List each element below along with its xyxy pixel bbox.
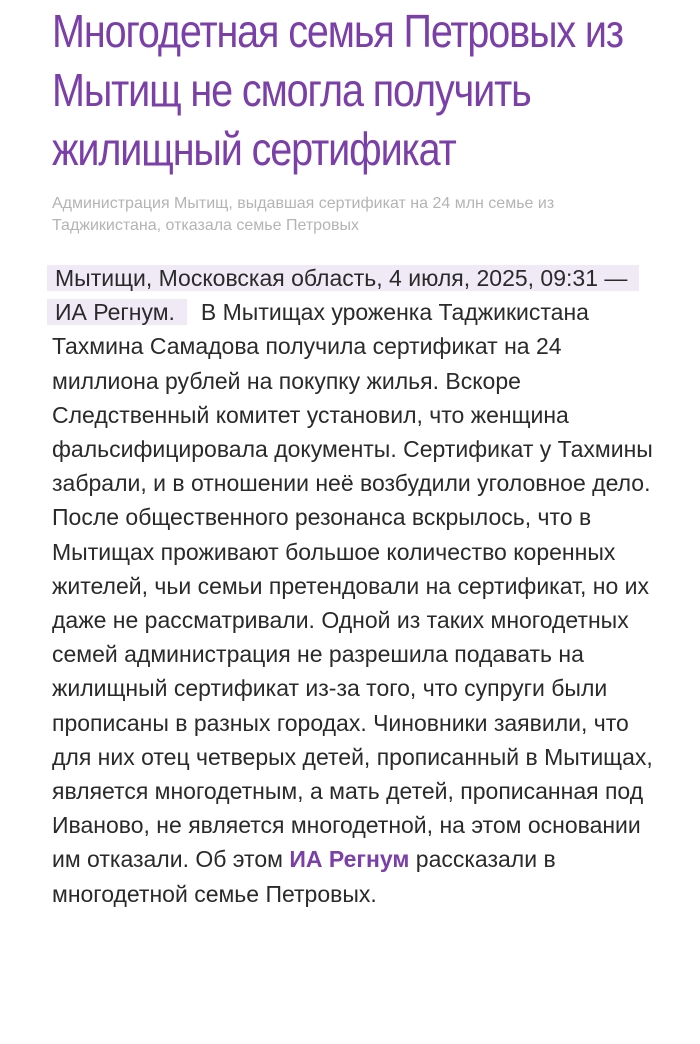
article-dateline: Мытищи, Московская область, 4 июля, 2025, 09:31 — ИА Регнум. <box>47 265 639 325</box>
article <box>52 0 682 911</box>
article-headline: Многодетная семья Петровых из Мытищ не смогла получить жилищный сертификат <box>52 5 623 175</box>
article-body <box>52 261 662 911</box>
article-body-text: В Мытищах уроженка Таджикистана Тахмина Самадова получила сертификат на 24 миллиона рублей на покупку жилья. Вскоре Следственный комитет установил, что женщина фальсифицировала документы. Сертификат у Тахмины забрали, и в отношении неё возбудили уголовное дело. После общественного резонанса вскрылось, что в Мытищах проживают большое количество коренных жителей, чьи семьи претендовали на сертификат, но их даже не рассматривали. Одной из таких многодетных семей администрация не разрешила подавать на жилищный сертификат из-за того, что супруги были прописаны в разных городах. Чиновники заявили, что для них отец четверых детей, прописанный в Мытищах, является многодетным, а мать детей, прописанная под Иваново, не является многодетной, на этом основании им отказали. Об этом <box>52 299 653 873</box>
article-body-ending: рассказали в многодетной семье Петровых. <box>52 846 556 907</box>
article-subtitle: Администрация Мытищ, выдавшая сертификат на 24 млн семье из Таджикистана, отказала семье Петровых <box>52 195 555 234</box>
source-link-regnum[interactable]: ИА Регнум <box>289 846 410 873</box>
